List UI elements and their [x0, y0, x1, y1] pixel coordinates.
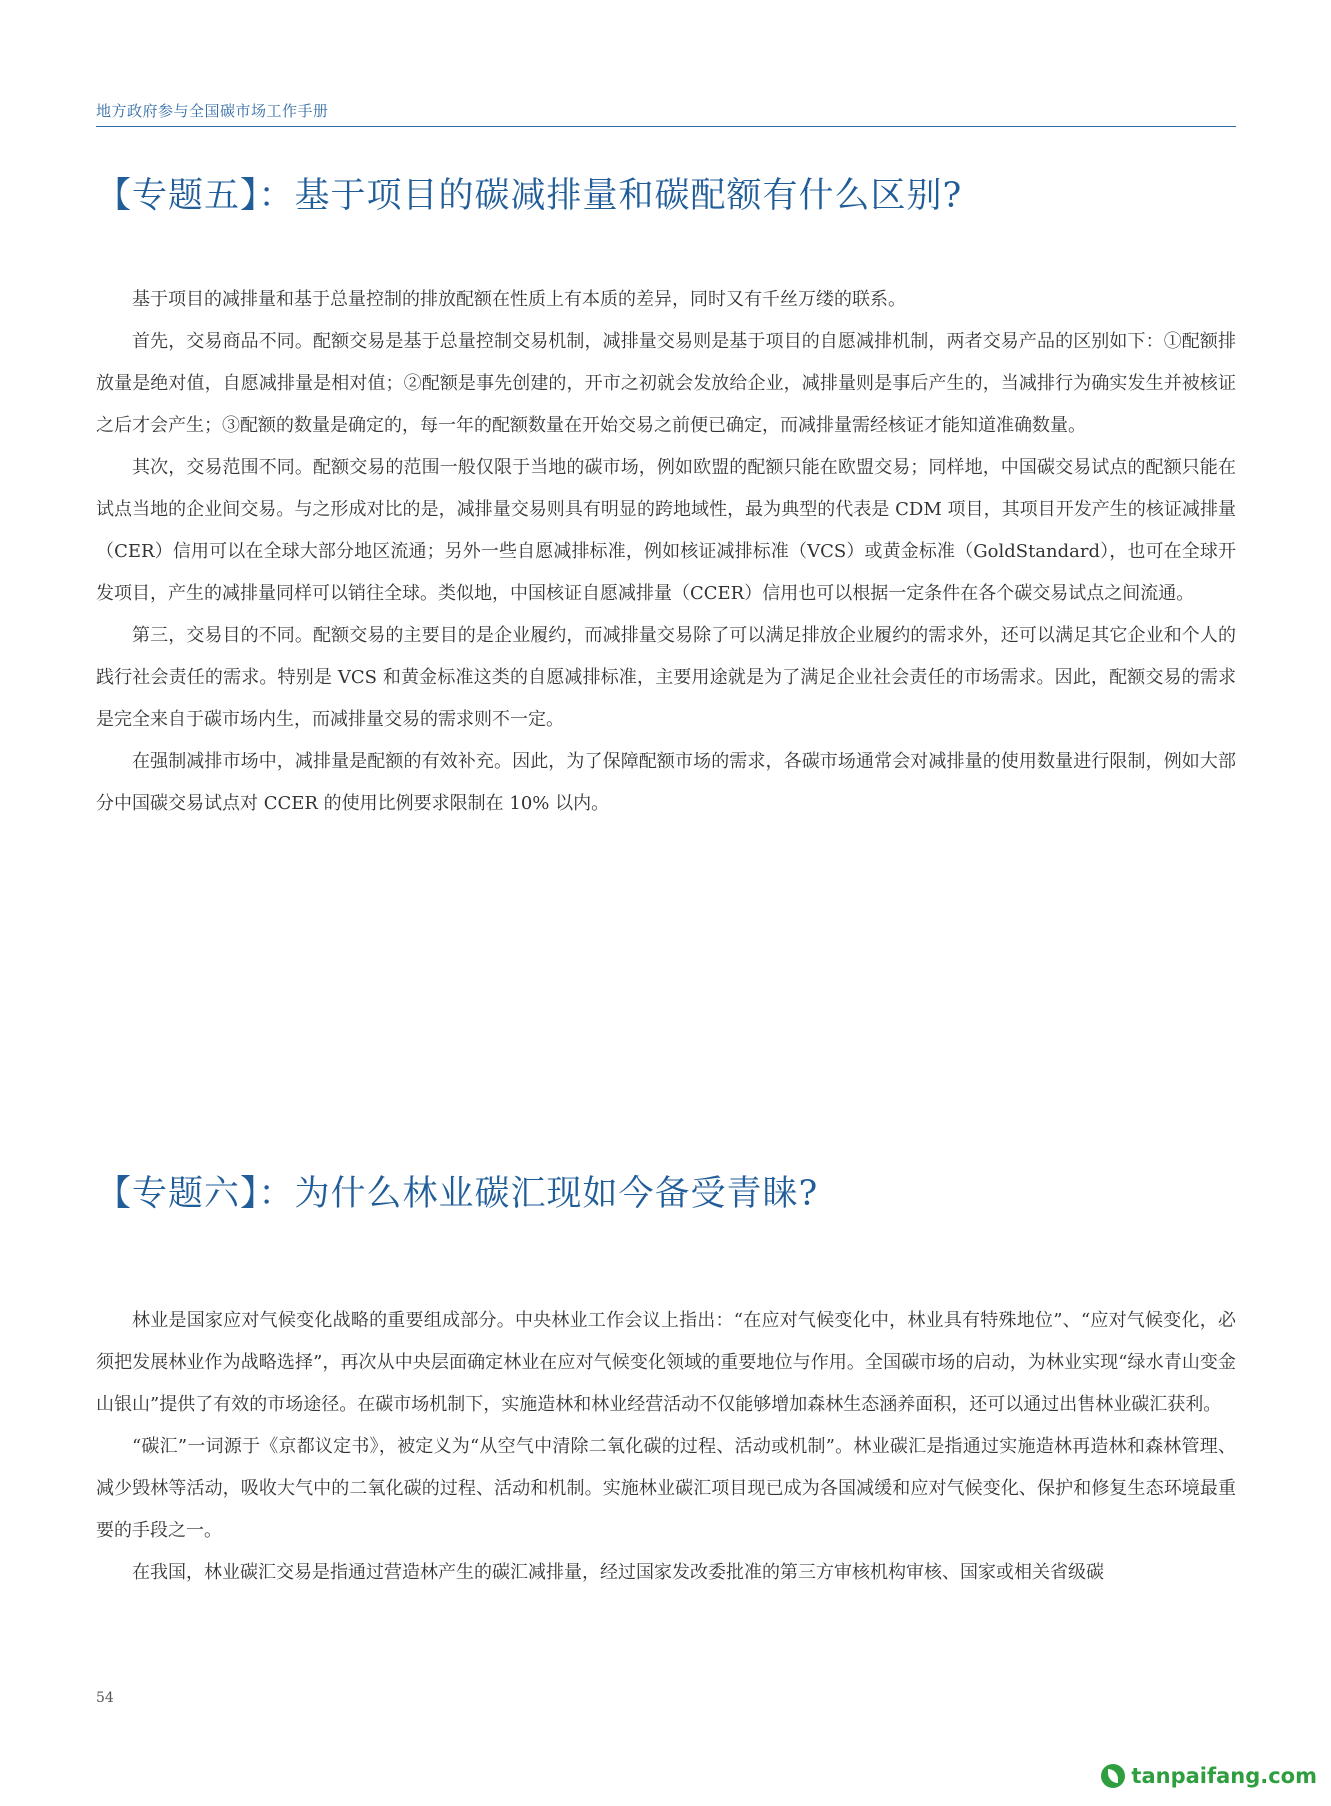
page-number: 54: [96, 1690, 114, 1706]
section-6-title: 【专题六】：为什么林业碳汇现如今备受青睐?: [96, 1174, 819, 1214]
section-6-body: [96, 1300, 1236, 1594]
site-watermark: [1101, 1764, 1317, 1788]
running-header-title: 地方政府参与全国碳市场工作手册: [96, 102, 329, 120]
section-5-paragraph: 基于项目的减排量和基于总量控制的排放配额在性质上有本质的差异，同时又有千丝万缕的联系。: [132, 289, 906, 310]
section-5-paragraph: 首先，交易商品不同。配额交易是基于总量控制交易机制，减排量交易则是基于项目的自愿减排机制，两者交易产品的区别如下：①配额排放量是绝对值，自愿减排量是相对值；②配额是事先创建的，开市之初就会发放给企业，减排量则是事后产生的，当减排行为确实发生并被核证之后才会产生；③配额的数量是确定的，每一年的配额数量在开始交易之前便已确定，而减排量需经核证才能知道准确数量。: [96, 331, 1236, 436]
header-divider: [96, 126, 1236, 127]
watermark-text: tanpaifang.com: [1131, 1764, 1317, 1788]
section-5-paragraph: 在强制减排市场中，减排量是配额的有效补充。因此，为了保障配额市场的需求，各碳市场通常会对减排量的使用数量进行限制，例如大部分中国碳交易试点对 CCER 的使用比例要求限制在 10% 以内。: [96, 751, 1236, 814]
section-6-paragraph: 在我国，林业碳汇交易是指通过营造林产生的碳汇减排量，经过国家发改委批准的第三方审核机构审核、国家或相关省级碳: [132, 1562, 1104, 1583]
section-5-paragraph: 第三，交易目的不同。配额交易的主要目的是企业履约，而减排量交易除了可以满足排放企业履约的需求外，还可以满足其它企业和个人的践行社会责任的需求。特别是 VCS 和黄金标准这类的自愿减排标准，主要用途就是为了满足企业社会责任的市场需求。因此，配额交易的需求是完全来自于碳市场内生，而减排量交易的需求则不一定。: [96, 625, 1236, 730]
section-5-title: 【专题五】：基于项目的碳减排量和碳配额有什么区别?: [96, 176, 963, 216]
section-6-paragraph: “碳汇”一词源于《京都议定书》，被定义为“从空气中清除二氧化碳的过程、活动或机制”。林业碳汇是指通过实施造林再造林和森林管理、减少毁林等活动，吸收大气中的二氧化碳的过程、活动和机制。实施林业碳汇项目现已成为各国减缓和应对气候变化、保护和修复生态环境最重要的手段之一。: [96, 1436, 1236, 1541]
section-5-paragraph: 其次，交易范围不同。配额交易的范围一般仅限于当地的碳市场，例如欧盟的配额只能在欧盟交易；同样地，中国碳交易试点的配额只能在试点当地的企业间交易。与之形成对比的是，减排量交易则具有明显的跨地域性，最为典型的代表是 CDM 项目，其项目开发产生的核证减排量（CER）信用可以在全球大部分地区流通；另外一些自愿减排标准，例如核证减排标准（VCS）或黄金标准（GoldStandard），也可在全球开发项目，产生的减排量同样可以销往全球。类似地，中国核证自愿减排量（CCER）信用也可以根据一定条件在各个碳交易试点之间流通。: [96, 457, 1236, 604]
section-5-body: [96, 279, 1236, 825]
section-6-paragraph: 林业是国家应对气候变化战略的重要组成部分。中央林业工作会议上指出：“在应对气候变化中，林业具有特殊地位”、“应对气候变化，必须把发展林业作为战略选择”，再次从中央层面确定林业在应对气候变化领域的重要地位与作用。全国碳市场的启动，为林业实现“绿水青山变金山银山”提供了有效的市场途径。在碳市场机制下，实施造林和林业经营活动不仅能够增加森林生态涵养面积，还可以通过出售林业碳汇获利。: [96, 1310, 1236, 1415]
leaf-logo-icon: [1101, 1764, 1125, 1788]
